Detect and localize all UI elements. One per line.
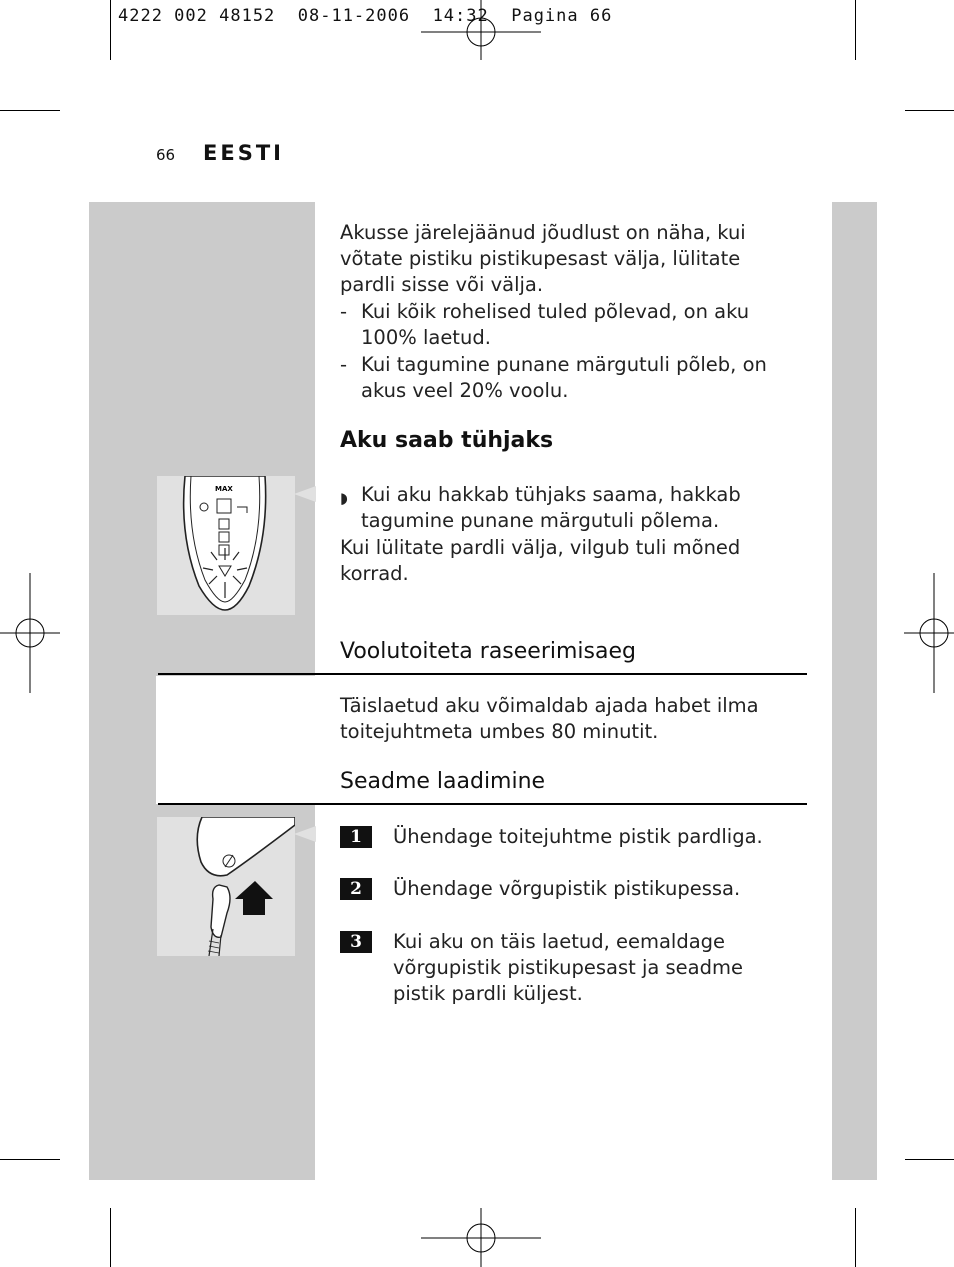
pointer-arrow-icon bbox=[294, 486, 316, 502]
dash-item: - Kui tagumine punane märgutuli põleb, on akus veel 20% voolu. bbox=[340, 353, 767, 402]
right-margin-column bbox=[832, 202, 877, 1180]
shaver-display-icon bbox=[157, 476, 295, 615]
plug-icon bbox=[157, 817, 295, 956]
intro-paragraph: Akusse järelejäänud jõudlust on näha, kui võtate pistiku pistikupesast välja, lülitate pardli sisse või välja. bbox=[340, 221, 746, 296]
bullet-marker-icon: ◗ bbox=[340, 489, 348, 507]
section-rule bbox=[158, 673, 807, 675]
dash-item: - Kui kõik rohelised tuled põlevad, on aku 100% laetud. bbox=[340, 300, 750, 349]
page-number: 66 bbox=[156, 146, 176, 164]
battery-low-note: Kui lülitate pardli välja, vilgub tuli mõned korrad. bbox=[340, 536, 741, 585]
max-label: MAX bbox=[215, 485, 233, 493]
step-item: 3 Kui aku on täis laetud, eemaldage võrgupistik pistikupesast ja seadme pistik pardli küljest. bbox=[340, 929, 800, 1007]
section-heading-charging: Seadme laadimine bbox=[340, 769, 546, 794]
bullet-item: ◗ Kui aku hakkab tühjaks saama, hakkab tagumine punane märgutuli põlema. bbox=[340, 483, 741, 532]
section-rule bbox=[158, 803, 807, 805]
charging-illustration bbox=[157, 817, 295, 956]
section-title: EESTI bbox=[203, 141, 284, 165]
shaver-indicator-illustration bbox=[157, 476, 295, 615]
cordless-text: Täislaetud aku võimaldab ajada habet ilma toitejuhtmeta umbes 80 minutit. bbox=[340, 694, 759, 743]
step-number-badge: 2 bbox=[340, 878, 372, 900]
print-header: 4222 002 48152 08-11-2006 14:32 Pagina 66 bbox=[118, 6, 613, 26]
step-item: 1 Ühendage toitejuhtme pistik pardliga. bbox=[340, 824, 800, 850]
margin-gap bbox=[156, 676, 316, 804]
section-heading-cordless: Voolutoiteta raseerimisaeg bbox=[340, 639, 636, 664]
step-number-badge: 1 bbox=[340, 826, 372, 848]
step-number-badge: 3 bbox=[340, 931, 372, 953]
pointer-arrow-icon bbox=[294, 826, 316, 842]
section-heading-battery-low: Aku saab tühjaks bbox=[340, 428, 554, 453]
step-item: 2 Ühendage võrgupistik pistikupessa. bbox=[340, 876, 800, 902]
